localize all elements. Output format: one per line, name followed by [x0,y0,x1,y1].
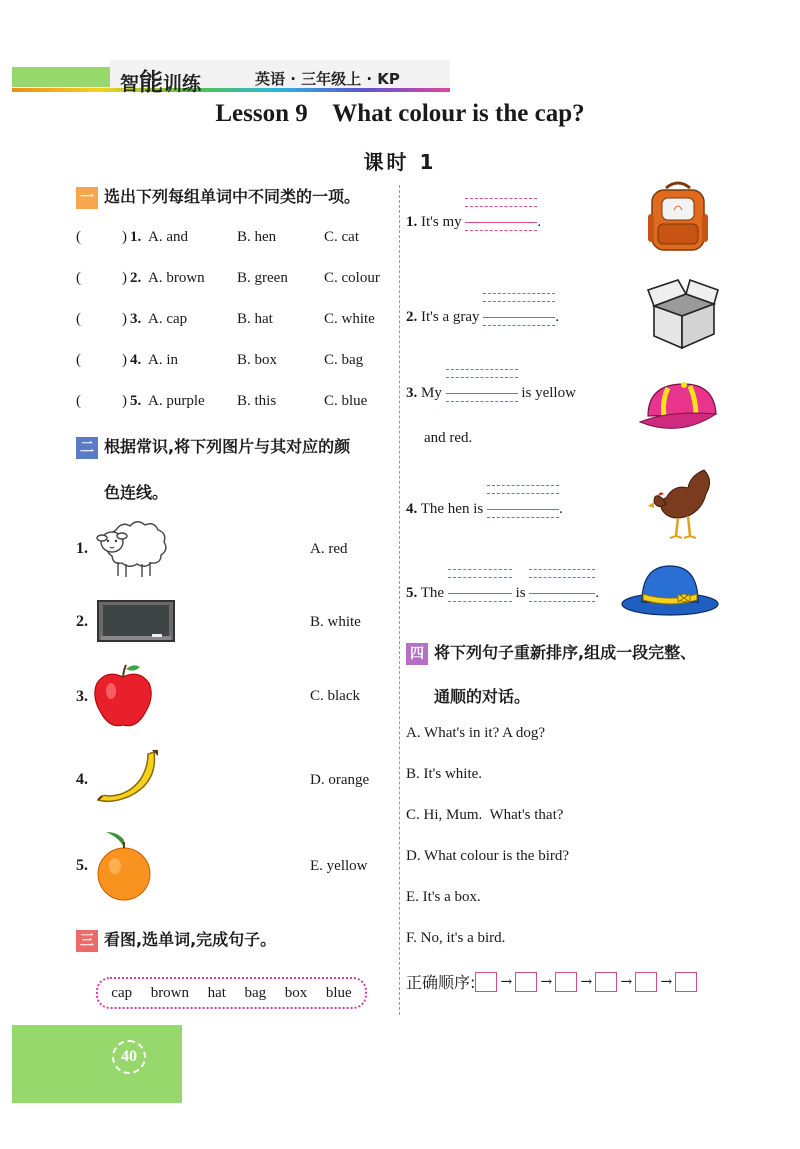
close-paren: ) [122,352,127,368]
section2-badge: 二 [76,437,98,459]
sentence-num: 2. [406,309,418,325]
close-paren: ) [122,393,127,409]
banana-icon[interactable] [94,748,160,806]
word-bank [96,977,367,1009]
answer-blank[interactable] [483,305,555,321]
sentence-text: is [515,585,526,601]
answer-slot[interactable] [86,229,118,249]
orange-icon[interactable] [94,828,154,902]
open-paren: ( [76,393,81,409]
option-a[interactable]: A. brown [148,270,205,286]
period-title: 课时 1 [363,150,437,174]
section3-title: 看图,选单词,完成句子。 [104,930,277,949]
hat-icon[interactable] [620,562,720,618]
option-c[interactable]: C. cat [324,229,359,245]
brand-title: 智能训练 [120,68,202,96]
color-option-a[interactable]: A. red [310,541,348,557]
option-c[interactable]: C. bag [324,352,364,368]
answer-slot[interactable] [86,311,118,331]
section1-title: 选出下列每组单词中不同类的一项。 [104,187,361,206]
question-num: 2. [130,270,142,286]
arrow-icon: → [500,973,513,990]
open-paren: ( [76,229,81,245]
open-paren: ( [76,311,81,327]
header-green-bar [12,67,110,87]
column-divider [399,185,400,1015]
answer-blank[interactable] [446,381,518,397]
section3-badge: 三 [76,930,98,952]
sentence-4 [406,497,563,518]
arrow-icon: → [580,973,593,990]
hen-icon[interactable] [648,466,720,542]
section2-title-line1: 根据常识,将下列图片与其对应的颜 [104,437,351,456]
answer-blank[interactable] [448,581,512,597]
color-option-e[interactable]: E. yellow [310,858,368,874]
answer-slot[interactable] [86,270,118,290]
section3-heading [76,927,276,952]
option-c[interactable]: C. blue [324,393,368,409]
dialog-option-d: D. What colour is the bird? [406,848,570,864]
lesson-title: Lesson 9 What colour is the cap? [215,100,585,127]
question-num: 1. [130,229,142,245]
sentence-end: . [537,214,542,230]
dialog-option-b: B. It's white. [406,766,483,782]
choice-row [0,393,398,415]
option-a[interactable]: A. purple [148,393,205,409]
color-option-c[interactable]: C. black [310,688,360,704]
option-b[interactable]: B. green [237,270,288,286]
sentence-end: . [558,501,563,517]
arrow-icon: → [660,973,673,990]
order-box-4[interactable] [595,972,617,992]
dialog-option-f: F. No, it's a bird. [406,930,506,946]
order-box-5[interactable] [635,972,657,992]
option-b[interactable]: B. box [237,352,278,368]
section4-title-line2: 通顺的对话。 [434,687,531,706]
option-c[interactable]: C. white [324,311,375,327]
answer-blank[interactable] [529,581,595,597]
question-num: 4. [130,352,142,368]
match-num-1: 1. [76,540,88,557]
option-c[interactable]: C. colour [324,270,380,286]
box-icon[interactable] [646,278,720,350]
subject-label: 英语 · 三年级上 · KP [255,70,400,88]
close-paren: ) [122,270,127,286]
choice-row [0,229,398,251]
option-b[interactable]: B. hat [237,311,273,327]
option-a[interactable]: A. cap [148,311,188,327]
answer-blank[interactable] [487,497,559,513]
sentence-num: 4. [406,501,418,517]
word-bank-item[interactable]: blue [325,984,352,1001]
cap-icon[interactable] [638,382,720,438]
dialog-option-c: C. Hi, Mum. What's that? [406,807,564,823]
section2-title-line2: 色连线。 [104,483,169,502]
color-option-d[interactable]: D. orange [310,772,370,788]
dialog-option-a: A. What's in it? A dog? [406,725,546,741]
sentence-end: . [595,585,600,601]
answer-slot[interactable] [86,393,118,413]
arrow-icon: → [540,973,553,990]
option-b[interactable]: B. this [237,393,277,409]
word-bank-item[interactable]: hat [207,984,226,1001]
sentence-text: It's a gray [421,309,480,325]
sentence-text: The [420,585,445,601]
choice-row [0,270,398,292]
match-num-5: 5. [76,857,88,874]
sentence-3 [406,381,576,402]
match-num-3: 3. [76,688,88,705]
sentence-2 [406,305,559,326]
sheep-icon[interactable] [94,516,170,580]
question-num: 5. [130,393,142,409]
word-bank-item[interactable]: cap [111,984,133,1001]
word-bank-item[interactable]: brown [150,984,190,1001]
choice-row [0,311,398,333]
footer-green-block [12,1025,182,1103]
dialog-option-e: E. It's a box. [406,889,481,905]
sentence-num: 1. [406,214,418,230]
match-num-4: 4. [76,771,88,788]
order-box-2[interactable] [515,972,537,992]
order-label: 正确顺序: [406,973,476,992]
choice-row [0,352,398,374]
apple-icon[interactable] [94,663,152,729]
section4-title-line1: 将下列句子重新排序,组成一段完整、 [434,643,697,662]
section4-badge: 四 [406,643,428,665]
open-paren: ( [76,270,81,286]
section1-badge: 一 [76,187,98,209]
page-number: 40 [112,1040,146,1074]
sentence-1 [406,210,541,231]
sentence-3-line2: and red. [424,430,473,446]
sentence-text: The hen is [420,501,484,517]
sentence-text: is yellow [521,385,576,401]
order-box-3[interactable] [555,972,577,992]
answer-blank[interactable] [465,210,537,226]
sentence-text: My [421,385,442,401]
question-num: 3. [130,311,142,327]
match-num-2: 2. [76,613,88,630]
blackboard-icon[interactable] [97,600,175,644]
order-box-1[interactable] [475,972,497,992]
option-a[interactable]: A. in [148,352,178,368]
order-box-6[interactable] [675,972,697,992]
answer-slot[interactable] [86,352,118,372]
section2-heading [76,434,350,459]
arrow-icon: → [620,973,633,990]
section4-heading [406,640,696,665]
color-option-b[interactable]: B. white [310,614,361,630]
sentence-text: It's my [421,214,462,230]
close-paren: ) [122,311,127,327]
order-answer-row [406,970,697,993]
schoolbag-icon[interactable] [648,180,708,254]
sentence-num: 5. [406,585,418,601]
open-paren: ( [76,352,81,368]
option-b[interactable]: B. hen [237,229,277,245]
option-a[interactable]: A. and [148,229,188,245]
close-paren: ) [122,229,127,245]
word-bank-item[interactable]: box [284,984,308,1001]
sentence-5 [406,581,599,602]
sentence-num: 3. [406,385,418,401]
word-bank-item[interactable]: bag [244,984,267,1001]
section1-heading [76,184,360,209]
sentence-end: . [555,309,560,325]
